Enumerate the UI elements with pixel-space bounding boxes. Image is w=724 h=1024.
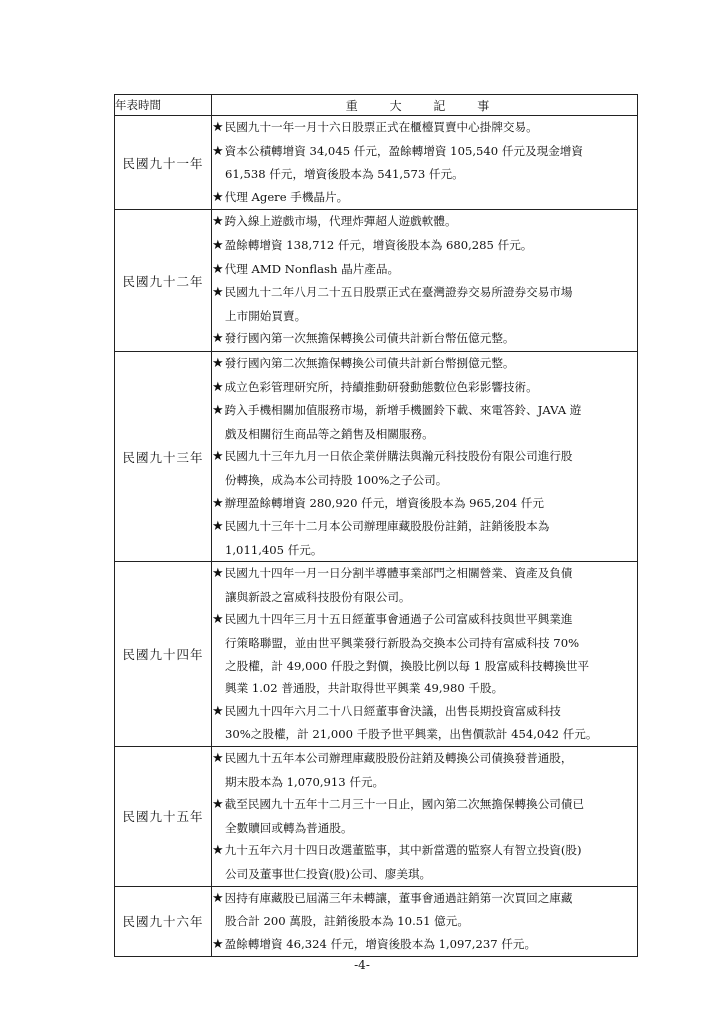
star-bullet-icon: ★ bbox=[212, 261, 224, 277]
event-text: 辦理盈餘轉增資 280,920 仟元，增資後股本為 965,204 仟元 bbox=[224, 495, 544, 510]
event-text: 戲及相關衍生商品等之銷售及相關服務。 bbox=[225, 426, 434, 441]
event-item bbox=[212, 399, 637, 445]
events-cell bbox=[212, 886, 638, 957]
event-item bbox=[212, 116, 637, 140]
event-text: 資本公積轉增資 34,045 仟元，盈餘轉增資 105,540 仟元及現金增資 bbox=[224, 143, 583, 158]
events-cell bbox=[212, 116, 638, 210]
event-text: 民國九十二年八月二十五日股票正式在臺灣證券交易所證券交易市場 bbox=[224, 285, 573, 300]
event-text: 民國九十五年本公司辦理庫藏股股份註銷及轉換公司債換發普通股， bbox=[224, 751, 573, 766]
star-bullet-icon: ★ bbox=[212, 449, 224, 465]
event-item bbox=[212, 445, 637, 491]
event-text: 九十五年六月十四日改選董監事，其中新當選的監察人有智立投資(股) bbox=[224, 843, 582, 858]
star-bullet-icon: ★ bbox=[212, 331, 224, 347]
star-bullet-icon: ★ bbox=[212, 120, 224, 135]
event-text: 截至民國九十五年十二月三十一日止，國內第二次無擔保轉換公司債已 bbox=[224, 797, 585, 812]
event-text: 30%之股權，計 21,000 千股予世平興業，出售價款計 454,042 仟元。 bbox=[225, 727, 598, 742]
star-bullet-icon: ★ bbox=[212, 355, 224, 371]
event-text: 民國九十四年六月二十八日經董事會決議，出售長期投資富威科技 bbox=[224, 703, 561, 718]
event-text: 份轉換，成為本公司持股 100%之子公司。 bbox=[225, 472, 448, 487]
event-item bbox=[212, 186, 637, 210]
major-events-table bbox=[114, 94, 638, 957]
event-item bbox=[212, 700, 637, 746]
event-item bbox=[212, 281, 637, 327]
events-cell bbox=[212, 562, 638, 747]
event-text: 成立色彩管理研究所，持續推動研發動態數位色彩影響技術。 bbox=[224, 379, 538, 394]
table-header-row bbox=[115, 95, 638, 116]
star-bullet-icon: ★ bbox=[212, 936, 224, 952]
event-text: 期末股本為 1,070,913 仟元。 bbox=[225, 774, 385, 789]
event-text: 發行國內第二次無擔保轉換公司債共計新台幣捌億元整。 bbox=[224, 355, 515, 370]
event-item bbox=[212, 839, 637, 885]
events-cell bbox=[212, 210, 638, 352]
event-text: 代理 AMD Nonflash 晶片產品。 bbox=[224, 261, 400, 276]
event-item bbox=[212, 747, 637, 793]
star-bullet-icon: ★ bbox=[212, 703, 224, 719]
star-bullet-icon: ★ bbox=[212, 189, 224, 205]
events-cell bbox=[212, 351, 638, 561]
event-text: 公司及董事世仁投資(股)公司、廖美琪。 bbox=[225, 867, 432, 881]
star-bullet-icon: ★ bbox=[212, 379, 224, 395]
event-text: 因持有庫藏股已屆滿三年未轉讓，董事會通過註銷第一次買回之庫藏 bbox=[224, 890, 573, 905]
star-bullet-icon: ★ bbox=[212, 797, 224, 813]
event-text: 民國九十一年一月十六日股票正式在櫃檯買賣中心掛牌交易。 bbox=[224, 120, 538, 134]
event-item bbox=[212, 793, 637, 839]
event-item bbox=[212, 140, 637, 186]
events-cell bbox=[212, 747, 638, 887]
table-row bbox=[115, 351, 638, 561]
event-text: 61,538 仟元，增資後股本為 541,573 仟元。 bbox=[225, 167, 464, 182]
event-item bbox=[212, 562, 637, 608]
star-bullet-icon: ★ bbox=[212, 285, 224, 301]
event-item bbox=[212, 515, 637, 561]
star-bullet-icon: ★ bbox=[212, 612, 224, 628]
event-text: 發行國內第一次無擔保轉換公司債共計新台幣伍億元整。 bbox=[224, 331, 515, 346]
event-item bbox=[212, 327, 637, 351]
table-row bbox=[115, 116, 638, 210]
star-bullet-icon: ★ bbox=[212, 214, 224, 230]
star-bullet-icon: ★ bbox=[212, 403, 224, 419]
header-year: 年表時間 bbox=[115, 95, 212, 116]
event-item bbox=[212, 210, 637, 234]
event-item bbox=[212, 234, 637, 258]
event-item bbox=[212, 258, 637, 282]
event-text: 之股權，計 49,000 仟股之對價，換股比例以每 1 股富威科技轉換世平 bbox=[225, 658, 590, 673]
event-text: 全數贖回或轉為普通股。 bbox=[225, 820, 353, 835]
star-bullet-icon: ★ bbox=[212, 751, 224, 767]
page-number: -4- bbox=[354, 958, 370, 972]
event-text: 民國九十三年九月一日依企業併購法與瀚元科技股份有限公司進行股 bbox=[224, 449, 573, 464]
year-cell: 民國九十五年 bbox=[115, 747, 212, 887]
star-bullet-icon: ★ bbox=[212, 495, 224, 511]
table-row bbox=[115, 562, 638, 747]
year-cell: 民國九十三年 bbox=[115, 351, 212, 561]
event-text: 民國九十四年三月十五日經董事會通過子公司富威科技與世平興業進 bbox=[224, 612, 573, 627]
event-item bbox=[212, 352, 637, 376]
year-cell: 民國九十四年 bbox=[115, 562, 212, 747]
event-text: 上市開始買賣。 bbox=[225, 308, 307, 323]
event-text: 盈餘轉增資 138,712 仟元，增資後股本為 680,285 仟元。 bbox=[224, 237, 533, 252]
event-text: 跨入線上遊戲市場，代理炸彈超人遊戲軟體。 bbox=[224, 214, 457, 229]
star-bullet-icon: ★ bbox=[212, 843, 224, 859]
year-cell: 民國九十六年 bbox=[115, 886, 212, 957]
event-text: 行策略聯盟，並由世平興業發行新股為交換本公司持有富威科技 70% bbox=[225, 636, 580, 651]
star-bullet-icon: ★ bbox=[212, 566, 224, 582]
event-item bbox=[212, 376, 637, 400]
star-bullet-icon: ★ bbox=[212, 890, 224, 906]
star-bullet-icon: ★ bbox=[212, 237, 224, 253]
table-body bbox=[115, 116, 638, 957]
header-events: 重 大 記 事 bbox=[212, 95, 638, 116]
year-cell: 民國九十二年 bbox=[115, 210, 212, 352]
event-text: 民國九十四年一月一日分割半導體事業部門之相關營業、資產及負債 bbox=[224, 566, 573, 581]
event-item bbox=[212, 608, 637, 699]
event-text: 興業 1.02 普通股，共計取得世平興業 49,980 千股。 bbox=[225, 681, 504, 696]
event-text: 股合計 200 萬股，註銷後股本為 10.51 億元。 bbox=[225, 914, 469, 929]
table-row bbox=[115, 210, 638, 352]
event-item bbox=[212, 887, 637, 933]
event-text: 1,011,405 仟元。 bbox=[225, 542, 323, 557]
star-bullet-icon: ★ bbox=[212, 143, 224, 159]
event-item bbox=[212, 492, 637, 516]
event-text: 民國九十三年十二月本公司辦理庫藏股股份註銷，註銷後股本為 bbox=[224, 519, 550, 534]
year-cell: 民國九十一年 bbox=[115, 116, 212, 210]
event-item bbox=[212, 933, 637, 957]
event-text: 盈餘轉增資 46,324 仟元，增資後股本為 1,097,237 仟元。 bbox=[224, 936, 537, 951]
star-bullet-icon: ★ bbox=[212, 519, 224, 535]
event-text: 代理 Agere 手機晶片。 bbox=[224, 189, 349, 204]
table-row bbox=[115, 747, 638, 887]
event-text: 跨入手機相關加值服務市場，新增手機圖鈴下載、來電答鈴、JAVA 遊 bbox=[224, 403, 582, 418]
event-text: 讓與新設之富威科技股份有限公司。 bbox=[225, 589, 411, 604]
table-row bbox=[115, 886, 638, 957]
